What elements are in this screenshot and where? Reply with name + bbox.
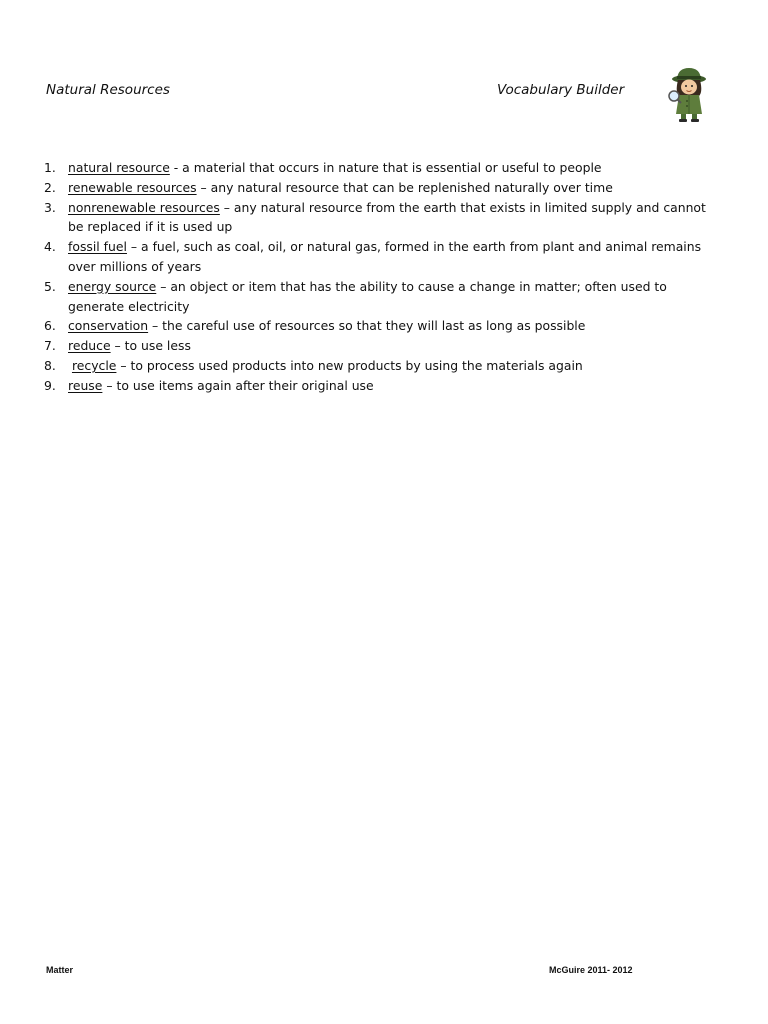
vocab-item-renewable-resources bbox=[44, 178, 724, 198]
vocab-item-natural-resource bbox=[44, 158, 724, 178]
vocab-definition: – the careful use of resources so that they will last as long as possible bbox=[148, 318, 586, 334]
vocab-definition: – an object or item that has the ability to cause a change in matter; often used to generate electricity bbox=[68, 278, 667, 314]
vocab-item-nonrenewable-resources bbox=[44, 198, 724, 238]
vocab-definition: – to process used products into new products by using the materials again bbox=[116, 357, 583, 373]
detective-icon bbox=[665, 66, 713, 122]
vocab-term: reduce bbox=[68, 338, 111, 354]
list-number: 9. bbox=[44, 377, 56, 393]
list-number: 6. bbox=[44, 318, 56, 334]
list-number: 5. bbox=[44, 278, 56, 294]
list-number: 3. bbox=[44, 199, 56, 215]
list-number: 2. bbox=[44, 179, 56, 195]
list-number: 4. bbox=[44, 239, 56, 255]
page-title: Natural Resources bbox=[46, 82, 170, 98]
vocab-definition: – a fuel, such as coal, oil, or natural gas, formed in the earth from plant and animal remains over millions of years bbox=[68, 239, 702, 274]
vocab-term: nonrenewable resources bbox=[68, 199, 220, 215]
footer-unit-name: Matter bbox=[46, 965, 74, 975]
vocab-item-energy-source bbox=[44, 277, 724, 317]
list-number: 7. bbox=[44, 338, 56, 354]
vocab-term: reuse bbox=[68, 377, 103, 393]
list-number: 8. bbox=[44, 357, 56, 373]
vocab-definition: – to use less bbox=[110, 338, 191, 354]
vocab-term: fossil fuel bbox=[68, 239, 127, 255]
vocabulary-list bbox=[44, 158, 724, 396]
list-number: 1. bbox=[44, 160, 56, 175]
vocab-definition: – any natural resource that can be replenished naturally over time bbox=[196, 179, 613, 195]
vocab-item-conservation bbox=[44, 316, 724, 336]
vocab-term: energy source bbox=[68, 278, 157, 294]
vocab-term: recycle bbox=[71, 357, 117, 373]
vocab-item-reuse bbox=[44, 376, 724, 396]
vocab-term: natural resource bbox=[68, 160, 170, 175]
vocab-term: conservation bbox=[68, 318, 149, 334]
footer-author-year: McGuire 2011- 2012 bbox=[549, 965, 633, 975]
vocab-term: renewable resources bbox=[68, 179, 197, 195]
vocab-item-recycle bbox=[44, 356, 724, 376]
vocab-item-reduce bbox=[44, 336, 724, 356]
vocab-definition: – to use items again after their original use bbox=[102, 377, 374, 393]
vocab-item-fossil-fuel bbox=[44, 237, 724, 277]
page-subtitle: Vocabulary Builder bbox=[497, 82, 625, 98]
vocab-definition: – any natural resource from the earth that exists in limited supply and cannot be replaced if it is used up bbox=[68, 199, 706, 235]
vocab-definition: - a material that occurs in nature that is essential or useful to people bbox=[169, 160, 602, 175]
